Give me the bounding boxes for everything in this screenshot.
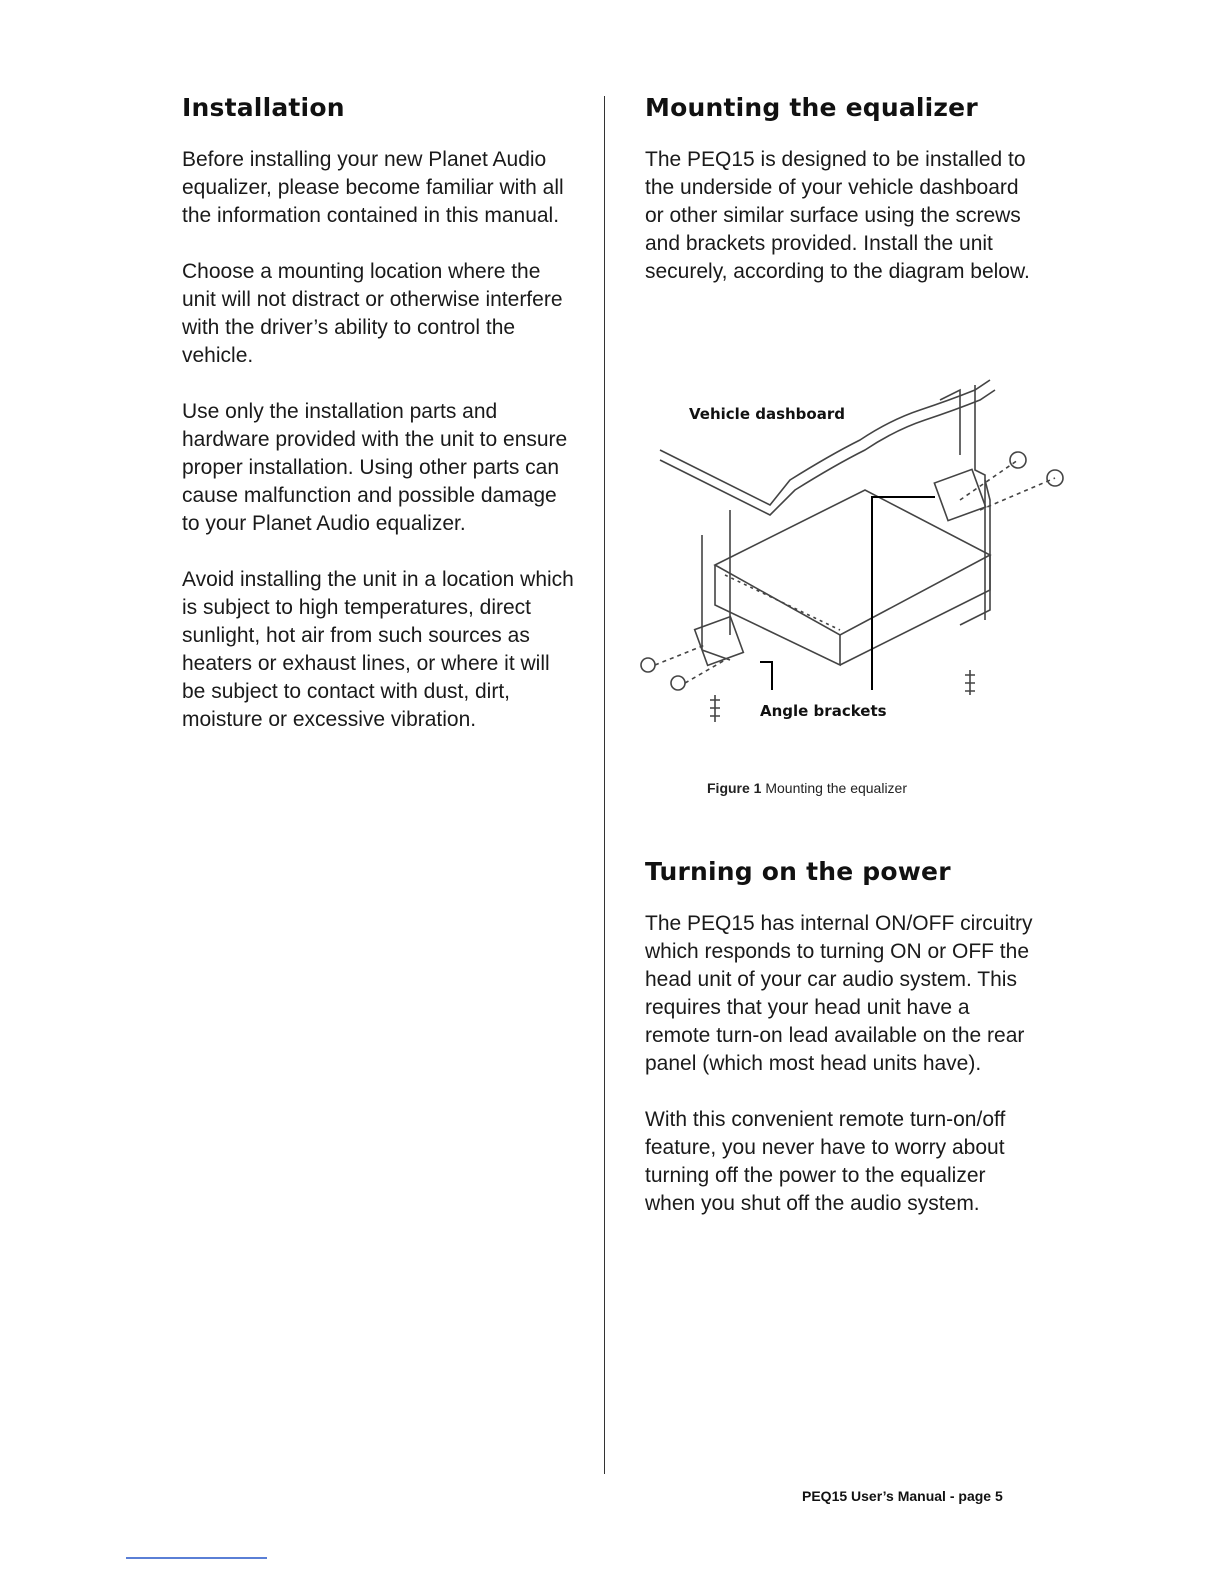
dashboard-right-block <box>940 385 985 620</box>
figure-caption-text: Mounting the equalizer <box>765 780 908 796</box>
screw-path-left <box>655 645 725 683</box>
screw-right-1 <box>1010 452 1026 468</box>
page-footer: PEQ15 User’s Manual - page 5 <box>802 1488 1003 1504</box>
column-divider <box>604 96 605 1474</box>
equalizer-box-top <box>715 490 990 635</box>
screw-right-bottom <box>965 670 975 695</box>
figure-caption <box>707 780 907 796</box>
power-heading: Turning on the power <box>645 857 951 886</box>
label-angle-brackets: Angle brackets <box>760 702 887 720</box>
leader-left-bracket <box>760 662 772 690</box>
bottom-rule <box>126 1557 267 1559</box>
installation-paragraph-4: Avoid installing the unit in a location which is subject to high temperatures, direct sunlight, hot air from such sources as heaters or exhaust lines, or where it will be subject to contact with dust, dirt, moisture or excessive vibration. <box>182 568 574 731</box>
right-bracket <box>934 469 985 520</box>
screw-left-bottom <box>710 695 720 722</box>
equalizer-box-side <box>840 555 990 665</box>
equalizer-box-front <box>715 565 840 665</box>
screw-left-1 <box>641 658 655 672</box>
mounting-diagram-svg <box>630 360 1090 740</box>
left-frame <box>702 510 730 660</box>
screw-left-2 <box>671 676 685 690</box>
power-paragraph-1: The PEQ15 has internal ON/OFF circuitry which responds to turning ON or OFF the head unit of your car audio system. This requires that your head unit have a remote turn-on lead available on the rear panel (which most head units have). <box>645 912 1033 1075</box>
left-column <box>182 88 577 734</box>
figure-number: Figure 1 <box>707 780 762 796</box>
equalizer-box-inner <box>725 575 840 630</box>
installation-heading: Installation <box>182 93 345 122</box>
dashboard-surface <box>660 380 990 505</box>
installation-paragraph-2: Choose a mounting location where the unit will not distract or otherwise interfere with the driver’s ability to control the vehicle. <box>182 260 563 367</box>
mounting-diagram <box>630 360 1090 740</box>
leader-right-bracket <box>872 497 935 690</box>
installation-paragraph-3: Use only the installation parts and hardware provided with the unit to ensure proper installation. Using other parts can cause malfunction and possible damage to your Planet Audio equalizer. <box>182 400 568 535</box>
mounting-heading: Mounting the equalizer <box>645 93 978 122</box>
label-vehicle-dashboard: Vehicle dashboard <box>689 405 845 423</box>
power-paragraph-2: With this convenient remote turn-on/off feature, you never have to worry about turning off the power to the equalizer when you shut off the audio system. <box>645 1108 1006 1215</box>
mounting-paragraph: The PEQ15 is designed to be installed to the underside of your vehicle dashboard or other similar surface using the screws and brackets provided. Install the unit securely, according to the diagram below. <box>645 148 1030 283</box>
installation-paragraph-1: Before installing your new Planet Audio equalizer, please become familiar with all the information contained in this manual. <box>182 148 564 227</box>
